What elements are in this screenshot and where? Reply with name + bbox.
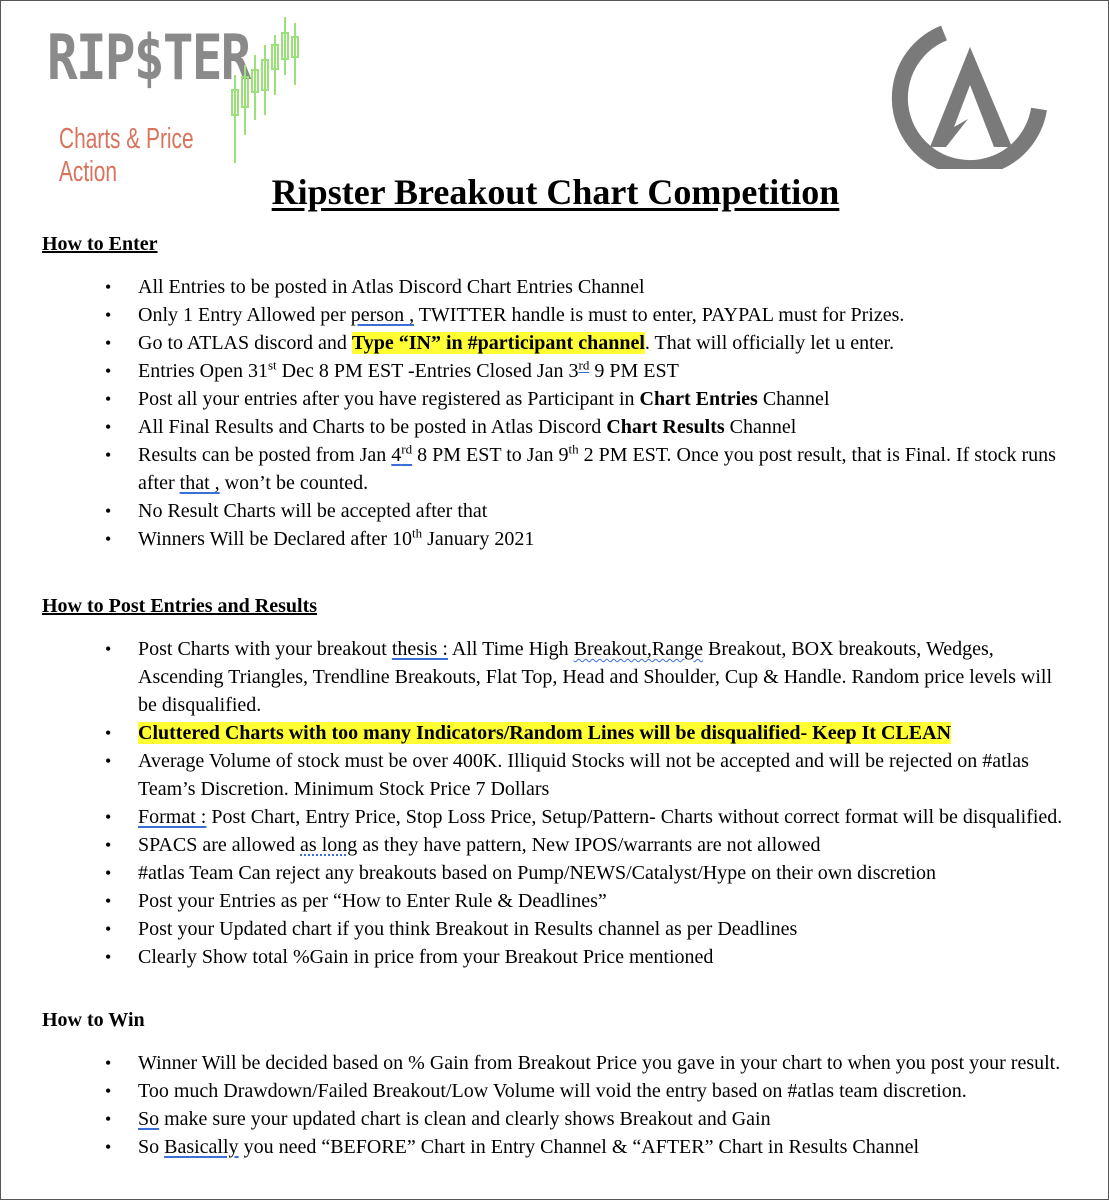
list-item: • No Result Charts will be accepted after that	[105, 500, 488, 522]
atlas-a-circle-icon	[884, 19, 1054, 169]
section-heading-how-to-enter: How to Enter	[42, 233, 158, 255]
how-to-post-list	[1, 635, 1109, 971]
how-to-win-list	[1, 1049, 1109, 1161]
list-item: • Post your Entries as per “How to Enter Rule & Deadlines”	[105, 890, 607, 912]
ripster-logo	[41, 15, 311, 188]
list-item: • All Entries to be posted in Atlas Discord Chart Entries Channel	[105, 276, 645, 298]
list-item: • Go to ATLAS discord and Type “IN” in #participant channel. That will officially let u enter.	[105, 332, 895, 354]
list-item: • Cluttered Charts with too many Indicators/Random Lines will be disqualified- Keep It CLEAN	[105, 722, 952, 744]
highlighted-instruction: Type “IN” in #participant channel	[351, 332, 645, 354]
list-item: • So make sure your updated chart is clean and clearly shows Breakout and Gain	[105, 1108, 771, 1130]
list-item: • Only 1 Entry Allowed per person , TWITTER handle is must to enter, PAYPAL must for Prizes.	[105, 304, 905, 326]
list-item: • Winners Will be Declared after 10th January 2021	[105, 525, 535, 550]
list-item: • Post Charts with your breakout thesis : All Time High Breakout,Range Breakout, BOX breakouts, Wedges, Ascending Triangles, Trendline Breakouts, Flat Top, Head and Shoulder, Cup & Handle. Random price levels will be disqualified.	[105, 638, 1052, 716]
candlestick-icon	[229, 15, 309, 165]
list-item: • Clearly Show total %Gain in price from your Breakout Price mentioned	[105, 946, 714, 968]
list-item: • Post your Updated chart if you think Breakout in Results channel as per Deadlines	[105, 918, 798, 940]
list-item: • Too much Drawdown/Failed Breakout/Low Volume will void the entry based on #atlas team discretion.	[105, 1080, 967, 1102]
logo-title: RIP$TER	[47, 21, 250, 94]
section-heading-how-to-post: How to Post Entries and Results	[42, 595, 318, 617]
list-item: • All Final Results and Charts to be posted in Atlas Discord Chart Results Channel	[105, 416, 797, 438]
list-item: • #atlas Team Can reject any breakouts based on Pump/NEWS/Catalyst/Hype on their own discretion	[105, 862, 937, 884]
list-item: • Entries Open 31st Dec 8 PM EST -Entries Closed Jan 3rd 9 PM EST	[105, 357, 679, 382]
page-title: Ripster Breakout Chart Competition	[271, 172, 840, 212]
section-heading-how-to-win: How to Win	[42, 1009, 145, 1031]
list-item: • So Basically you need “BEFORE” Chart in Entry Channel & “AFTER” Chart in Results Channel	[105, 1136, 920, 1158]
how-to-enter-list	[1, 273, 1109, 553]
list-item: • Results can be posted from Jan 4rd 8 PM EST to Jan 9th 2 PM EST. Once you post result, that is Final. If stock runs after that , won’t be counted.	[105, 441, 1056, 494]
list-item: • SPACS are allowed as long as they have pattern, New IPOS/warrants are not allowed	[105, 834, 821, 856]
list-item: • Winner Will be decided based on % Gain from Breakout Price you gave in your chart to when you post your result.	[105, 1052, 1061, 1074]
highlighted-rule: Cluttered Charts with too many Indicators/Random Lines will be disqualified- Keep It CLEAN	[138, 722, 952, 744]
list-item: • Format : Post Chart, Entry Price, Stop Loss Price, Setup/Pattern- Charts without correct format will be disqualified.	[105, 806, 1063, 828]
list-item: • Average Volume of stock must be over 400K. Illiquid Stocks will not be accepted and will be rejected on #atlas Team’s Discretion. Minimum Stock Price 7 Dollars	[105, 750, 1029, 800]
logo-subtitle: Charts & Price Action	[59, 123, 194, 188]
list-item: • Post all your entries after you have registered as Participant in Chart Entries Channel	[105, 388, 830, 410]
